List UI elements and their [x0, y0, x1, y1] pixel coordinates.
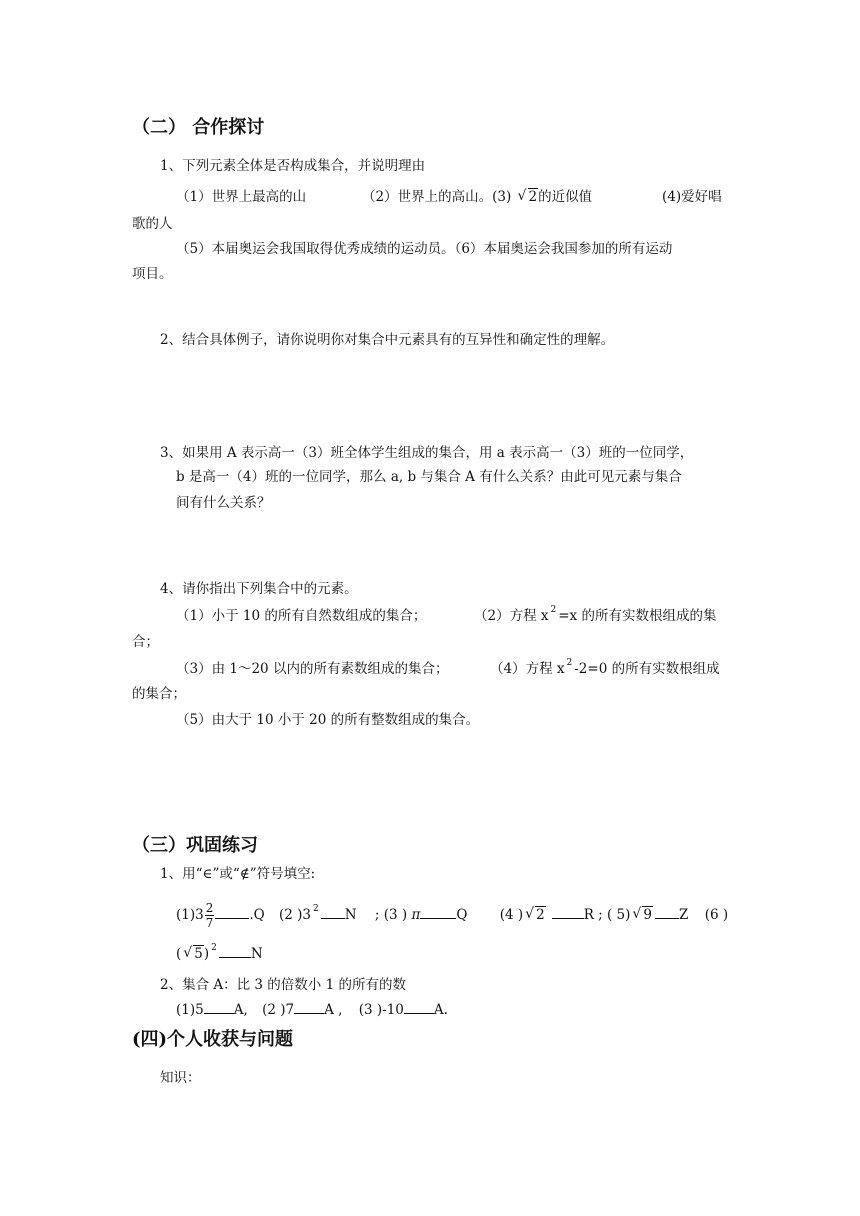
radical-icon: √ [517, 188, 527, 204]
numerator: 2 [205, 901, 214, 915]
item-4: (4)爱好唱 [662, 189, 722, 205]
practice-2-line [176, 1000, 448, 1020]
p1-set: A, [233, 1002, 248, 1018]
radicand: 2 [528, 189, 538, 205]
equation-text: （2）方程 x [474, 608, 549, 624]
answer-blank-3[interactable] [420, 906, 456, 919]
paren-close: ) [203, 946, 210, 962]
exponent: 2 [550, 605, 557, 615]
sqrt-expression [525, 900, 546, 930]
question-1-line-4: 项目。 [132, 266, 173, 282]
p6-label: (6 ) [704, 907, 729, 923]
question-1-line-1 [176, 187, 306, 207]
section-heading-practice: （三）巩固练习 [132, 835, 258, 856]
exponent: 2 [566, 658, 573, 668]
sqrt-expression [518, 187, 539, 207]
p6-set: N [250, 946, 263, 962]
p1-label: (1)3 [176, 907, 204, 923]
p3-set: Q [456, 907, 468, 923]
p3-label: (3 )-10 [358, 1002, 404, 1018]
item-3-tail: 的近似值 [538, 189, 593, 205]
item-2-3: （2）世界上的高山。(3) [362, 189, 512, 205]
question-4-line-3b [490, 659, 720, 681]
p4-label: (4 ) [499, 907, 524, 923]
practice-1-stem: 1、用“∈”或“∉”符号填空: [160, 866, 316, 882]
question-1-stem: 1、下列元素全体是否构成集合，并说明理由 [160, 158, 426, 174]
p3-label: ; (3 ) [374, 907, 408, 923]
fraction [205, 901, 215, 930]
p3-set: A. [433, 1002, 448, 1018]
exponent: 2 [211, 943, 217, 953]
section-heading-cooperation: （二） 合作探讨 [132, 117, 265, 138]
answer-blank-4[interactable] [552, 906, 584, 919]
question-4-line-1a: （1）小于 10 的所有自然数组成的集合； [176, 608, 427, 624]
p5-set: Z [679, 907, 689, 923]
answer-blank-6[interactable] [219, 945, 251, 958]
equation-text: （4）方程 x [490, 661, 565, 677]
radical-icon: √ [632, 906, 642, 922]
pi-symbol: π [411, 907, 421, 923]
exponent: 2 [313, 904, 319, 914]
radicand: 9 [643, 907, 653, 923]
answer-blank-2[interactable] [321, 906, 345, 919]
answer-blank-7[interactable] [204, 1001, 234, 1014]
question-3-line-3: 间有什么关系？ [176, 495, 271, 511]
answer-blank-8[interactable] [294, 1001, 324, 1014]
p2-set: N [344, 907, 357, 923]
question-4-line-2: 合； [132, 634, 159, 650]
sqrt-expression [183, 941, 204, 967]
equation-tail: -2=0 的所有实数根组成 [574, 661, 720, 677]
practice-1-line-2 [176, 941, 263, 969]
practice-1-line-1 [176, 900, 728, 932]
answer-blank-5[interactable] [655, 906, 679, 919]
question-3-line-2: b 是高一（4）班的一位同学，那么 a, b 与集合 A 有什么关系？由此可见元素与集合 [176, 469, 682, 485]
radicand: 5 [194, 946, 203, 962]
question-4-line-4: 的集合； [132, 686, 186, 702]
knowledge-label: 知识： [160, 1070, 201, 1086]
practice-2-stem: 2、集合 A：比 3 的倍数小 1 的所有的数 [160, 977, 406, 993]
question-3-line-1: 3、如果用 A 表示高一（3）班全体学生组成的集合，用 a 表示高一（3）班的一位同学， [160, 445, 694, 461]
answer-blank-9[interactable] [404, 1001, 434, 1014]
paren-open: ( [176, 946, 182, 962]
question-2: 2、结合具体例子，请你说明你对集合中元素具有的互异性和确定性的理解。 [160, 332, 615, 348]
question-1-line-1b [362, 187, 592, 207]
p1-set: .Q [249, 907, 265, 923]
p2-set: A , [324, 1002, 343, 1018]
question-4-line-1b [474, 606, 716, 628]
p2-label: (2 )7 [262, 1002, 295, 1018]
item-1: （1）世界上最高的山 [176, 189, 307, 205]
question-4-line-3a: （3）由 1～20 以内的所有素数组成的集合； [176, 661, 449, 677]
p2-label: (2 )3 [279, 907, 312, 923]
question-1-line-2: 歌的人 [132, 216, 173, 232]
radical-icon: √ [525, 906, 535, 922]
p4-set: R ; ( 5) [583, 907, 631, 923]
denominator: 7 [205, 916, 214, 930]
answer-blank-1[interactable] [215, 906, 249, 919]
question-4-stem: 4、请你指出下列集合中的元素。 [160, 581, 358, 597]
question-4-line-5: （5）由大于 10 小于 20 的所有整数组成的集合。 [176, 712, 480, 728]
question-1-line-3: （5）本届奥运会我国取得优秀成绩的运动员。（6）本届奥运会我国参加的所有运动 [176, 241, 673, 257]
sqrt-expression [632, 900, 653, 930]
equation-tail: =x 的所有实数根组成的集 [558, 608, 717, 624]
section-heading-reflection: (四)个人收获与问题 [132, 1029, 294, 1050]
radical-icon: √ [183, 945, 193, 961]
radicand: 2 [536, 907, 545, 923]
p1-label: (1)5 [176, 1002, 204, 1018]
